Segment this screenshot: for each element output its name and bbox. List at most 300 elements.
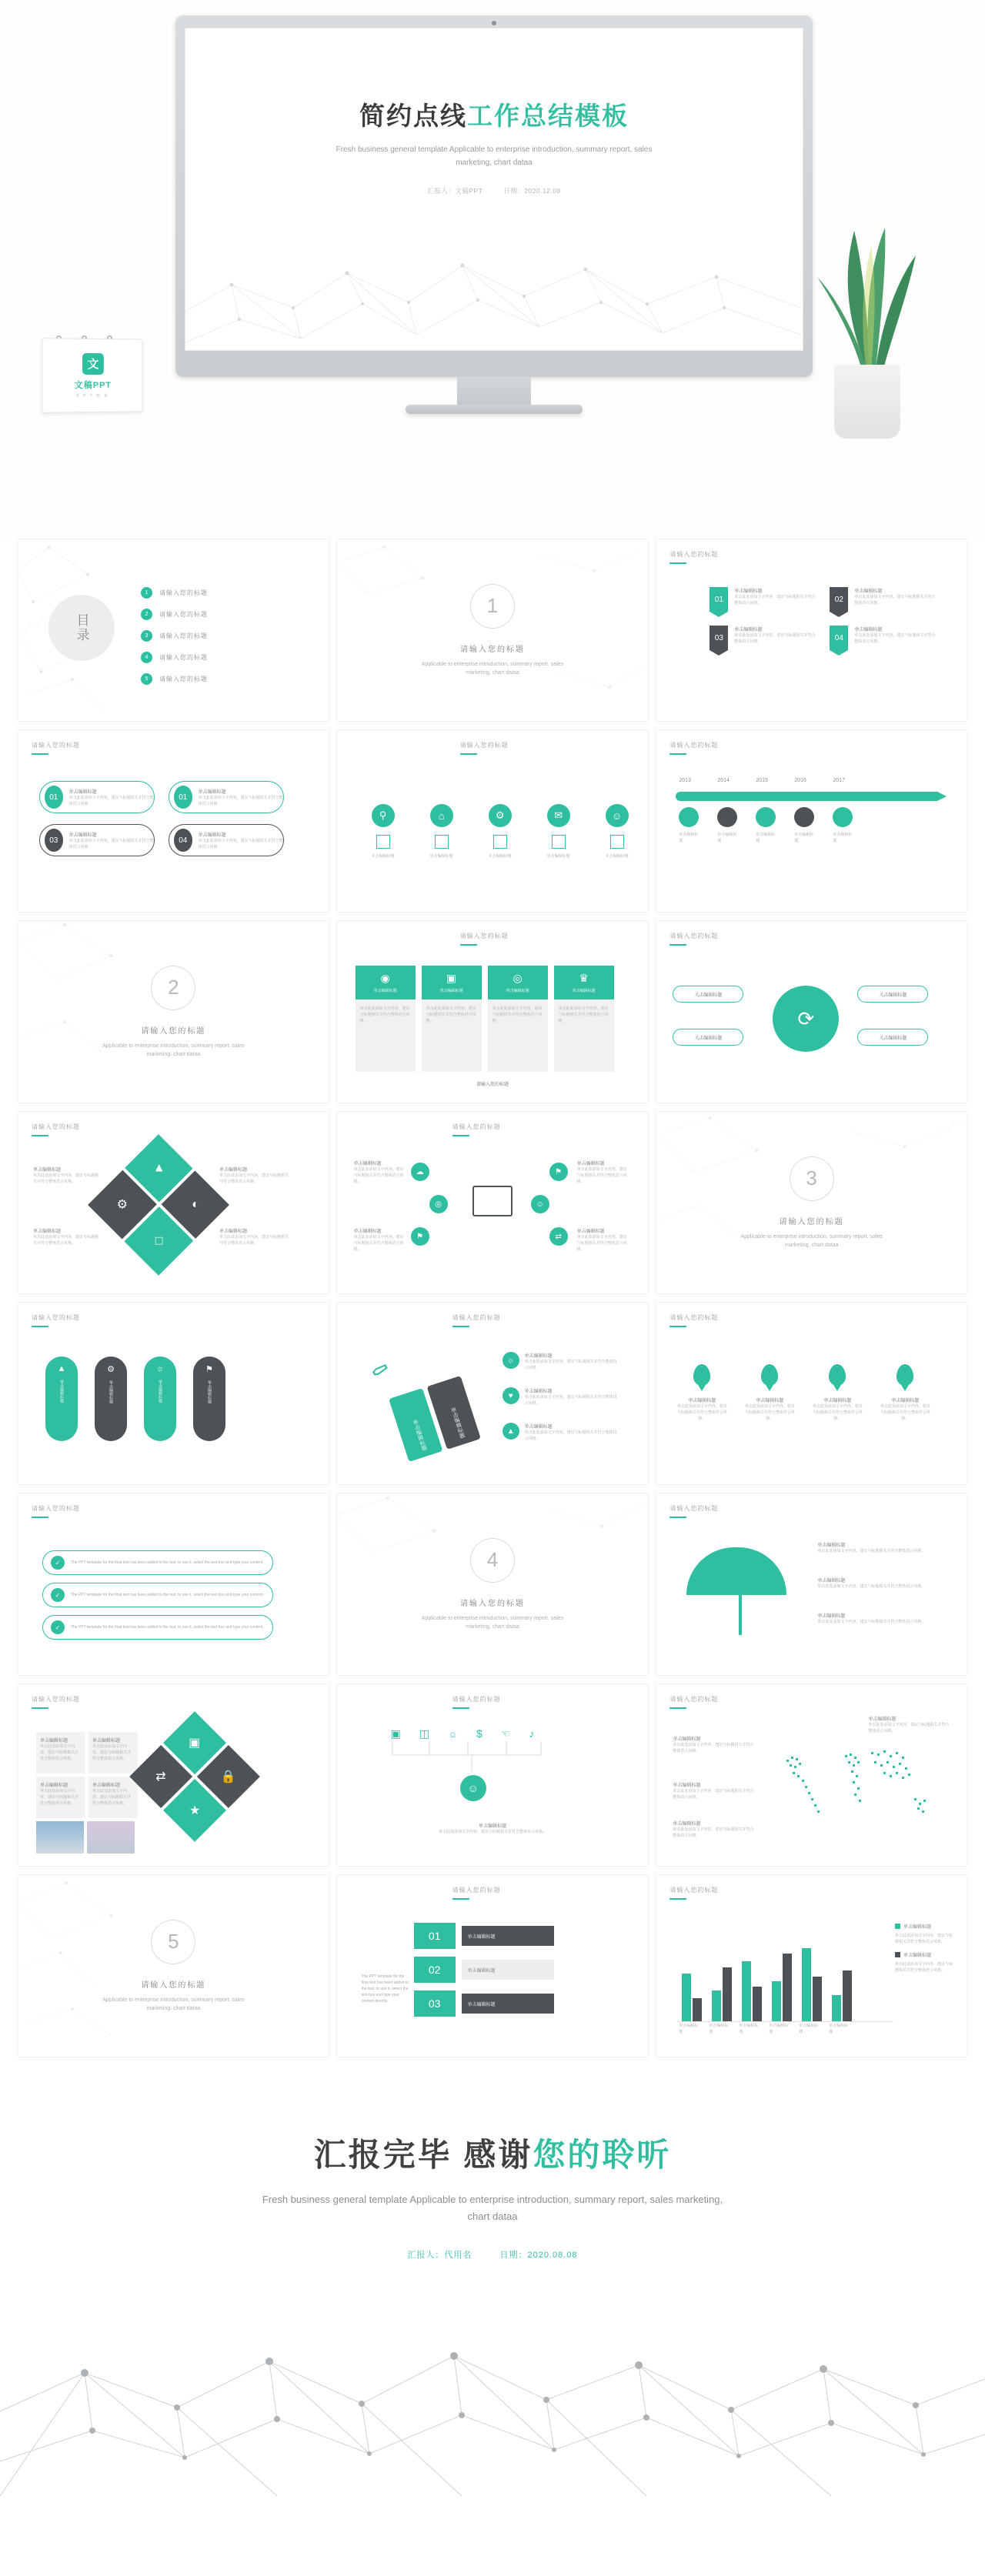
trophy-icon [897,1364,913,1386]
ribbon-body: 单击此处添加文字内容，建议与标题相关并符合整体语言风格。 [734,595,816,606]
section-subtitle: Applicable to enterprise introduction, summary report, sales marketing, chart dataa [102,1043,245,1057]
tall-pill-item[interactable]: ▲ 单击编辑标题 [45,1356,78,1441]
timeline-marker[interactable] [833,807,853,827]
slide-tree-diagram[interactable] [336,1683,649,1867]
bar-pair [832,1970,852,2021]
star-icon: ★ [189,1804,201,1817]
umbrella-list-item[interactable]: 单击编辑标题 单击此处添加文字内容，建议与标题相关并符合整体语言风格。 [817,1543,926,1553]
placeholder-square-icon [610,835,624,849]
key-list-item[interactable]: ▲ 单击编辑标题 单击此处添加文字内容，建议与标题相关并符合整体语言风格。 [503,1423,617,1442]
slide-step-list[interactable] [336,1874,649,2057]
section-number: 2 [151,966,195,1010]
icon-row-item[interactable] [357,804,409,859]
section-subtitle: Applicable to enterprise introduction, summary report, sales marketing, chart dataa [740,1233,883,1248]
cloud-icon[interactable]: ☁ [411,1163,429,1181]
slide-section-divider-1[interactable] [336,539,649,722]
toc-list [141,587,208,695]
share-icon[interactable]: ⇄ [549,1227,568,1246]
pill-item[interactable] [169,781,284,813]
card-item[interactable] [422,966,482,1072]
timeline-years [679,778,853,783]
timeline-marker[interactable] [717,807,737,827]
diamond-group [88,1134,229,1276]
calendar-brand: 文稿PPT [74,380,112,390]
toc-item-number: 2 [141,609,152,620]
chart-axis [677,2021,893,2022]
ribbon-body: 单击此处添加文字内容，建议与标题相关并符合整体语言风格。 [734,633,816,644]
text-list-group [42,1550,273,1647]
ribbon-number: 02 [830,587,848,612]
timeline-label: 单击编辑标题 [756,833,776,843]
ribbon-number: 01 [710,587,728,612]
map-label: 单击编辑标题 单击此处添加文字内容，建议与标题相关并符合整体语言风格。 [868,1717,950,1733]
share-icon: ⇄ [155,1770,166,1784]
bar[interactable] [843,1970,852,2021]
hub-label: 单击编辑标题 单击此处添加文字内容，建议与标题相关并符合整体语言风格。 [576,1230,627,1252]
timeline-label: 单击编辑标题 [833,833,853,843]
timeline-marker[interactable] [794,807,814,827]
section-number: 5 [151,1920,195,1964]
tree-label: 单击编辑标题 单击此处添加文字内容，建议与标题相关并符合整体语言风格。 [438,1824,546,1834]
toc-item-label: 请输入您的标题 [159,611,208,618]
card-title: 单击编辑标题 [572,988,596,993]
placeholder-square-icon [552,835,566,849]
pill-body: 单击此处添加文字内容，建议与标题相关并符合整体语言风格。 [68,795,154,806]
bar-pair [682,1974,702,2021]
text-list-item[interactable]: ✓ The PPT template for the final text has been added to the text, to use it, select the text box and type your content. [42,1615,273,1640]
timeline-year: 2017 [833,778,845,783]
calendar-tagline: P P T 模 板 [76,393,110,399]
slide-section-divider-3[interactable] [655,1111,968,1294]
slide-hub-diagram[interactable] [336,1111,649,1294]
briefcase-icon: ▣ [446,971,457,984]
monitor-neck [457,377,531,408]
cycle-label[interactable]: 关击编辑标题 [673,1029,743,1046]
tall-pill-item[interactable]: ⚙ 单击编辑标题 [95,1356,127,1441]
map-label: 单击编辑标题 单击此处添加文字内容，建议与标题相关并符合整体语言风格。 [673,1822,754,1838]
quad-text-group [36,1732,138,1818]
step-item[interactable] [414,1923,554,1949]
section-title: 请输入您的标题 [459,1599,525,1608]
closing-date: 日期：2020.08.08 [499,2251,578,2260]
bar[interactable] [682,1974,691,2021]
plant-pot [834,365,900,439]
world-map-icon [771,1738,948,1830]
icon-row-label: 单击编辑标题 [488,854,512,859]
slide-thumbnail-grid [0,539,985,2065]
tag-item[interactable]: 单击编辑标题 [426,1376,480,1450]
network-decoration [656,1112,967,1294]
umbrella-icon [686,1547,794,1640]
person-icon: ☺ [460,1775,486,1801]
bar[interactable] [693,1998,702,2021]
diamond-label: 单击编辑标题 单击此处添加文字内容，建议与标题相关并符合整体语言风格。 [219,1168,289,1184]
pill-group [39,781,284,856]
card-title: 单击编辑标题 [373,988,397,993]
timeline-markers [679,807,853,844]
slide-key-tags[interactable] [336,1302,649,1485]
bar[interactable] [772,1981,781,2021]
diamond-label: 单击编辑标题 单击此处添加文字内容，建议与标题相关并符合整体语言风格。 [219,1230,289,1246]
key-list-item[interactable]: ☼ 单击编辑标题 单击此处添加文字内容，建议与标题相关并符合整体语言风格。 [503,1352,617,1371]
person-icon[interactable]: ☺ [531,1195,549,1213]
toc-item[interactable] [141,587,208,599]
ribbon-item[interactable] [710,626,817,650]
network-decoration [185,212,801,350]
icon-row-label: 单击编辑标题 [371,854,395,859]
tag-group [389,1376,481,1462]
toc-item[interactable] [141,609,208,620]
monitor-bezel [175,15,813,377]
toc-item[interactable] [141,673,208,685]
bar[interactable] [712,1990,721,2021]
timeline-marker[interactable] [679,807,699,827]
slide-table-of-contents[interactable] [17,539,330,722]
slide-title: 请输入您的标题 [32,1695,80,1709]
diamond-label: 单击编辑标题 单击此处添加文字内容，建议与标题相关并符合整体语言风格。 [33,1168,99,1184]
placeholder-square-icon [435,835,449,849]
umbrella-list-item[interactable]: 单击编辑标题 单击此处添加文字内容，建议与标题相关并符合整体语言风格。 [817,1579,926,1589]
step-side-note: The PPT template for the final text has been added to the text, to use it, select the text box and type your content directly. [361,1974,409,2004]
legend-note: 单击此处添加文字内容，建议与标题相关并符合整体语言风格。 [894,1962,953,1973]
slide-icon-row[interactable] [336,729,649,913]
card-item[interactable] [488,966,548,1072]
section-subtitle: Applicable to enterprise introduction, summary report, sales marketing, chart dataa [102,1997,245,2011]
decorative-plant [794,208,940,439]
ribbon-group [710,587,937,650]
slide-title: 请输入您的标题 [452,1313,501,1327]
chat-icon: ✉ [547,804,570,827]
tall-pill-group [45,1356,225,1441]
thumb-icon[interactable]: ☜ [500,1727,511,1740]
slide-title: 请输入您的标题 [32,1313,80,1327]
tag-item[interactable]: 单击编辑标题 [389,1388,442,1462]
bar[interactable] [742,1961,751,2021]
card-item[interactable] [554,966,614,1072]
toc-item[interactable] [141,652,208,663]
slide-pill-list[interactable] [17,729,330,913]
ribbon-title: 单击编辑标题 [854,628,883,632]
pin-item[interactable]: 单击编辑标题 单击此处添加文字内容，建议与标题相关并符合整体语言风格。 [743,1364,796,1422]
closing-title [314,2130,672,2176]
pill-number: 01 [45,786,63,809]
home-icon: ⌂ [430,804,453,827]
gear-icon: ⚙ [489,804,512,827]
bar[interactable] [753,1987,762,2021]
pie-icon: ◐ [191,1197,199,1211]
closing-subtitle: Fresh business general template Applicable to enterprise introduction, summary report, sales marketing, chart dataa [262,2194,723,2222]
diamond-label: 单击编辑标题 单击此处添加文字内容，建议与标题相关并符合整体语言风格。 [33,1230,99,1246]
hero-title-main: 简约点线 [359,102,467,130]
slide-ribbon-list[interactable] [655,539,968,722]
toc-item-label: 请输入您的标题 [159,589,208,596]
slide-four-cards[interactable] [336,920,649,1103]
target-icon[interactable]: ◎ [429,1195,448,1213]
card-body: 单击此处添加文字内容，建议与标题相关并符合整体语言风格。 [558,1006,609,1023]
key-icon: ⚰ [366,1355,396,1388]
hero-date: 日期：2020.12.08 [503,187,561,195]
photo-thumbnail[interactable] [87,1821,135,1854]
hero-title-accent: 工作总结模板 [467,102,629,130]
check-icon: ✓ [51,1620,65,1634]
bar-pair [802,1948,822,2021]
bulb-icon: ☼ [503,1352,519,1369]
toc-item[interactable] [141,630,208,642]
brand-logo-icon: 文 [82,352,104,374]
key-list-item[interactable]: ♥ 单击编辑标题 单击此处添加文字内容，建议与标题相关并符合整体语言风格。 [503,1387,617,1406]
pin-item[interactable]: 单击编辑标题 单击此处添加文字内容，建议与标题相关并符合整体语言风格。 [879,1364,931,1422]
pill-title: 单击编辑标题 [68,789,97,795]
cycle-label[interactable]: 关击编辑标题 [857,1029,928,1046]
flag-icon[interactable]: ⚑ [549,1163,568,1181]
quad-text-item[interactable]: 单击编辑标题 单击此处添加文字内容，建议与标题相关并符合整体语言风格。 [88,1777,138,1818]
dollar-icon[interactable]: $ [476,1727,482,1740]
ribbon-title: 单击编辑标题 [734,628,763,632]
bulb-icon[interactable]: ☼ [448,1727,458,1740]
text-list-item[interactable]: ✓ The PPT template for the final text has been added to the text, to use it, select the text box and type your content. [42,1550,273,1575]
network-decoration [337,539,649,722]
card-body: 单击此处添加文字内容，建议与标题相关并符合整体语言风格。 [359,1006,410,1023]
card-title: 单击编辑标题 [506,988,529,993]
closing-presenter: 汇报人：代用名 [407,2251,472,2260]
ribbon-item[interactable] [830,626,937,650]
quad-text-item[interactable]: 单击编辑标题 单击此处添加文字内容，建议与标题相关并符合整体语言风格。 [36,1732,85,1774]
pin-icon [829,1364,846,1386]
timeline-year: 2014 [717,778,730,783]
icon-row-item[interactable] [533,804,585,859]
tree-connectors [383,1741,560,1778]
umbrella-list-item[interactable]: 单击编辑标题 单击此处添加文字内容，建议与标题相关并符合整体语言风格。 [817,1614,926,1624]
hub-label: 单击编辑标题 单击此处添加文字内容，建议与标题相关并符合整体语言风格。 [576,1162,627,1184]
section-number: 4 [470,1538,515,1583]
slide-title: 请输入您的标题 [32,741,80,755]
bar[interactable] [723,1967,732,2021]
webcam-icon [492,21,496,25]
slide-diamond-matrix[interactable] [17,1111,330,1294]
chart-legend [895,1923,955,1974]
globe-icon: ◎ [513,971,523,984]
monitor-base [406,405,583,414]
icon-row-label: 单击编辑标题 [429,854,453,859]
network-decoration [0,2319,985,2496]
chart-plot-area [682,1937,852,2021]
slide-title: 请输入您的标题 [32,1504,80,1518]
card-item[interactable] [356,966,416,1072]
slide-title: 请输入您的标题 [452,1123,501,1136]
pill-body: 单击此处添加文字内容，建议与标题相关并符合整体语言风格。 [198,795,283,806]
user-icon: ☺ [606,804,629,827]
hero-presenter: 汇报人：文稿PPT [427,187,483,195]
slide-section-divider-5[interactable] [17,1874,330,2057]
placeholder-square-icon [376,835,390,849]
closing-slide [0,2065,985,2496]
toc-item-number: 1 [141,587,152,599]
timeline-marker[interactable] [756,807,776,827]
pill-number: 04 [174,829,192,852]
slide-bar-chart[interactable] [655,1874,968,2057]
slide-title: 请输入您的标题 [452,1886,501,1900]
closing-meta [395,2248,589,2261]
slide-title: 请输入您的标题 [669,741,718,755]
slide-title: 请输入您的标题 [669,550,718,564]
pill-number: 03 [45,829,63,852]
bar[interactable] [813,1977,822,2021]
slide-section-divider-2[interactable] [17,920,330,1103]
icon-row-label: 单击编辑标题 [546,854,570,859]
ribbon-item[interactable] [710,587,817,612]
graph-icon: □ [155,1234,163,1248]
icon-row-item[interactable] [474,804,526,859]
gear-icon: ⚙ [107,1365,115,1374]
timeline-year: 2015 [756,778,768,783]
text-list-item[interactable]: ✓ The PPT template for the final text has been added to the text, to use it, select the text box and type your content. [42,1583,273,1607]
slide-world-map[interactable] [655,1683,968,1867]
icon-row-item[interactable] [591,804,643,859]
hero-monitor-mockup [0,0,985,539]
cycle-label[interactable]: 关击编辑标题 [857,986,928,1003]
timeline-bar [676,792,937,801]
slide-tall-pill-columns[interactable] [17,1302,330,1485]
flag-icon: ⚑ [205,1365,213,1374]
bulb-icon: ☼ [155,1364,165,1373]
ribbon-body: 单击此处添加文字内容，建议与标题相关并符合整体语言风格。 [854,633,936,644]
slide-section-divider-4[interactable] [336,1493,649,1676]
network-decoration [18,921,329,1103]
icon-row-label: 单击编辑标题 [605,854,629,859]
hub-label: 单击编辑标题 单击此处添加文字内容，建议与标题相关并符合整体语言风格。 [353,1230,404,1252]
step-label: 单击编辑标题 [462,1926,554,1946]
section-number: 3 [790,1156,834,1201]
section-title: 请输入您的标题 [779,1217,844,1226]
step-label: 单击编辑标题 [462,1994,554,2014]
closing-title-accent: 您的聆听 [533,2137,672,2173]
legend-item: 单击编辑标题 [895,1923,955,1930]
slide-title: 请输入您的标题 [669,1313,718,1327]
section-title: 请输入您的标题 [459,645,525,654]
chart-icon: ▲ [152,1161,165,1175]
hub-label: 单击编辑标题 单击此处添加文字内容，建议与标题相关并符合整体语言风格。 [353,1162,404,1184]
pill-item[interactable] [39,824,155,856]
monitor-icon [472,1186,513,1216]
hero-subtitle: Fresh business general template Applicable to enterprise introduction, summary report, sales marketing, chart dataa [336,145,653,167]
case-icon [761,1364,778,1386]
slide-timeline[interactable] [655,729,968,913]
slide-title: 请输入您的标题 [669,932,718,946]
placeholder-square-icon [493,835,507,849]
network-decoration [18,1875,329,2057]
ribbon-number: 03 [710,626,728,650]
map-label: 单击编辑标题 单击此处添加文字内容，建议与标题相关并符合整体语言风格。 [673,1737,754,1753]
slide-photo-quad[interactable] [17,1683,330,1867]
check-icon: ✓ [51,1588,65,1602]
flag-icon[interactable]: ⚑ [411,1227,429,1246]
map-label: 单击编辑标题 单击此处添加文字内容，建议与标题相关并符合整体语言风格。 [673,1784,754,1800]
bar[interactable] [802,1948,811,2021]
bar[interactable] [783,1954,792,2021]
gear-icon: ⚙ [116,1198,129,1212]
pill-item[interactable] [39,781,155,813]
ribbon-title: 单击编辑标题 [734,589,763,594]
step-item[interactable] [414,1990,554,2017]
step-group [414,1923,554,2017]
section-title: 请输入您的标题 [141,1980,206,1990]
pill-body: 单击此处添加文字内容，建议与标题相关并符合整体语言风格。 [68,838,154,849]
check-icon: ✓ [51,1556,65,1570]
slide-footer-label: 请输入您的标题 [476,1083,509,1087]
title-slide [185,28,803,351]
cycle-label[interactable]: 关击编辑标题 [673,986,743,1003]
chart-icon: ▲ [503,1423,519,1440]
ribbon-item[interactable] [830,587,937,612]
photo-strip [36,1821,135,1854]
step-item[interactable] [414,1957,554,1983]
desk-calendar [42,339,150,425]
slide-title: 请输入您的标题 [460,741,509,755]
legend-item: 单击编辑标题 [895,1951,955,1958]
quad-text-item[interactable]: 单击编辑标题 单击此处添加文字内容，建议与标题相关并符合整体语言风格。 [36,1777,85,1818]
ribbon-number: 04 [830,626,848,650]
timeline-label: 单击编辑标题 [717,833,737,843]
pill-body: 单击此处添加文字内容，建议与标题相关并符合整体语言风格。 [198,838,283,849]
step-number: 02 [414,1957,456,1983]
pill-title: 单击编辑标题 [68,833,97,838]
slide-text-list[interactable] [17,1493,330,1676]
slide-title: 请输入您的标题 [669,1504,718,1518]
bell-icon[interactable]: ♪ [529,1727,535,1740]
section-subtitle: Applicable to enterprise introduction, summary report, sales marketing, chart dataa [421,1615,564,1630]
slide-cycle-diagram[interactable] [655,920,968,1103]
slide-title: 请输入您的标题 [32,1123,80,1136]
monitor [175,15,813,400]
icon-row-group [357,804,643,859]
bar[interactable] [832,1995,841,2021]
tall-pill-item[interactable]: ☼ 单击编辑标题 [144,1356,176,1441]
monitor-icon[interactable]: ▣ [390,1727,401,1740]
slide-title: 请输入您的标题 [669,1695,718,1709]
step-number: 03 [414,1990,456,2017]
pill-item[interactable] [169,824,284,856]
slide-pin-row[interactable] [655,1302,968,1485]
quad-text-item[interactable]: 单击编辑标题 单击此处添加文字内容，建议与标题相关并符合整体语言风格。 [88,1732,138,1774]
legend-note: 单击此处添加文字内容，建议与标题相关并符合整体语言风格。 [894,1934,953,1944]
toc-item-number: 3 [141,630,152,642]
card-title: 单击编辑标题 [439,988,463,993]
laptop-icon[interactable]: ◫ [419,1727,430,1740]
closing-title-main: 汇报完毕 感谢 [313,2137,533,2173]
pill-title: 单击编辑标题 [198,789,226,795]
ribbon-title: 单击编辑标题 [854,589,883,594]
icon-row-item[interactable] [416,804,468,859]
timeline-label: 单击编辑标题 [679,833,699,843]
toc-item-label: 请输入您的标题 [159,676,208,682]
step-number: 01 [414,1923,456,1949]
toc-item-label: 请输入您的标题 [159,654,208,661]
bar-pair [742,1961,762,2021]
photo-thumbnail[interactable] [36,1821,84,1854]
tall-pill-item[interactable]: ⚑ 单击编辑标题 [193,1356,225,1441]
pin-item[interactable]: 单击编辑标题 单击此处添加文字内容，建议与标题相关并符合整体语言风格。 [811,1364,863,1422]
slide-umbrella[interactable] [655,1493,968,1676]
diamond-icon-group [129,1711,260,1842]
hero-title [359,96,629,132]
section-title: 请输入您的标题 [141,1026,206,1036]
bar-pair [712,1967,732,2021]
hero-meta [418,186,569,195]
pin-item[interactable]: 单击编辑标题 单击此处添加文字内容，建议与标题相关并符合整体语言风格。 [676,1364,728,1422]
timeline-year: 2016 [794,778,806,783]
section-number: 1 [470,584,515,629]
pill-title: 单击编辑标题 [198,833,226,838]
